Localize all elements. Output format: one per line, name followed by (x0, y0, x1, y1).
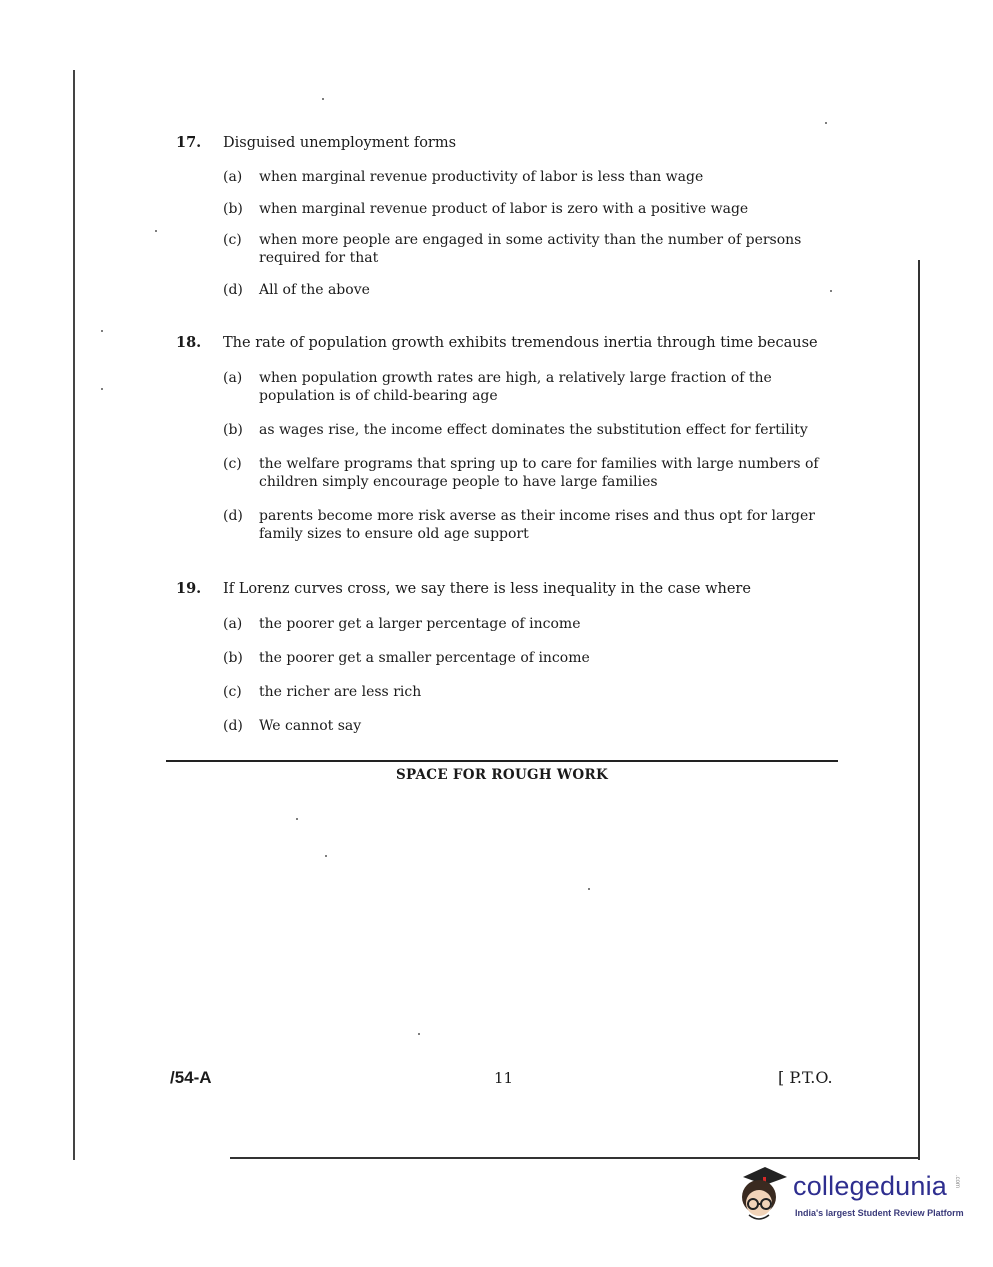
option-text: We cannot say (259, 718, 362, 734)
brand-domain: .com (954, 1175, 960, 1189)
scan-speck (296, 818, 298, 820)
option-text: when more people are engaged in some activity than the number of persons required for that (259, 232, 802, 266)
option-text: the poorer get a smaller percentage of income (259, 650, 590, 666)
option-c (223, 231, 841, 267)
option-d (223, 281, 841, 299)
scan-edge-right (918, 260, 920, 1160)
option-text: All of the above (259, 282, 370, 298)
question-stem (176, 134, 841, 152)
option-label: (c) (223, 684, 242, 700)
option-label: (b) (223, 650, 243, 666)
page-number: 11 (494, 1069, 514, 1087)
option-label: (c) (223, 456, 242, 472)
option-b (223, 421, 841, 439)
option-label: (a) (223, 370, 243, 386)
collegedunia-logo (735, 1163, 965, 1225)
question-text: The rate of population growth exhibits tremendous inertia through time because (223, 335, 818, 351)
scan-speck (322, 98, 324, 100)
scan-speck (325, 855, 327, 857)
question-stem (176, 334, 841, 352)
scan-speck (825, 122, 827, 124)
question-number: 18. (176, 334, 202, 351)
option-label: (a) (223, 169, 243, 185)
scan-speck (418, 1033, 420, 1035)
option-d (223, 717, 841, 735)
scan-edge-left (73, 70, 75, 1160)
option-d (223, 507, 841, 543)
option-text: the poorer get a larger percentage of income (259, 616, 581, 632)
scan-speck (155, 230, 157, 232)
question-text: If Lorenz curves cross, we say there is less inequality in the case where (223, 581, 751, 597)
paper-code: /54-A (170, 1068, 212, 1087)
option-text: when marginal revenue product of labor is zero with a positive wage (259, 201, 749, 217)
option-a (223, 168, 841, 186)
option-a (223, 615, 841, 633)
option-text: when population growth rates are high, a relatively large fraction of the population is of child-bearing age (259, 370, 772, 404)
rough-work-label: SPACE FOR ROUGH WORK (396, 767, 608, 783)
question-number: 19. (176, 580, 202, 597)
option-c (223, 683, 841, 701)
brand-name: collegedunia (793, 1171, 948, 1201)
question-17 (176, 134, 841, 299)
option-text: parents become more risk averse as their income rises and thus opt for larger family sizes to ensure old age support (259, 508, 815, 542)
rough-work-divider (166, 760, 838, 762)
option-b (223, 200, 841, 218)
scan-speck (101, 388, 103, 390)
option-label: (d) (223, 508, 243, 524)
scan-edge-bottom (230, 1157, 920, 1159)
option-a (223, 369, 841, 405)
scan-speck (588, 888, 590, 890)
question-stem (176, 580, 841, 598)
option-label: (d) (223, 718, 243, 734)
option-b (223, 649, 841, 667)
brand-tagline: India's largest Student Review Platform (795, 1208, 964, 1218)
option-c (223, 455, 841, 491)
option-text: the welfare programs that spring up to care for families with large numbers of children simply encourage people to have large families (259, 456, 819, 490)
question-19 (176, 580, 841, 735)
option-text: the richer are less rich (259, 684, 422, 700)
question-text: Disguised unemployment forms (223, 135, 457, 151)
pto-label: [ P.T.O. (778, 1068, 833, 1087)
scan-speck (101, 330, 103, 332)
option-text: as wages rise, the income effect dominates the substitution effect for fertility (259, 422, 808, 438)
option-label: (b) (223, 422, 243, 438)
question-number: 17. (176, 134, 202, 151)
question-18 (176, 334, 841, 543)
option-label: (c) (223, 232, 242, 248)
option-label: (d) (223, 282, 243, 298)
option-label: (a) (223, 616, 243, 632)
option-text: when marginal revenue productivity of labor is less than wage (259, 169, 704, 185)
mascot-icon (735, 1163, 791, 1223)
option-label: (b) (223, 201, 243, 217)
